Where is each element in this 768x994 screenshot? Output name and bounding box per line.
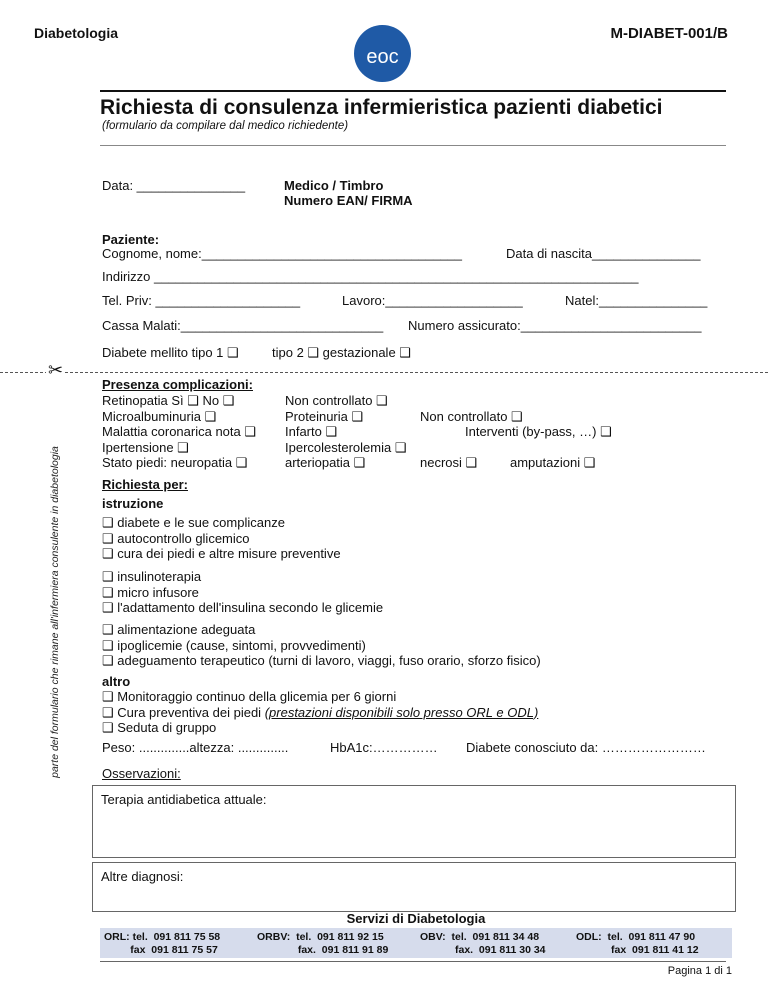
form-title: Richiesta di consulenza infermieristica pazienti diabetici bbox=[100, 96, 663, 119]
complication-interventions[interactable]: Interventi (by-pass, …) ❑ bbox=[465, 424, 612, 439]
patient-name-field[interactable]: Cognome, nome:____________________________________ bbox=[102, 246, 463, 261]
ean-signature-label: Numero EAN/ FIRMA bbox=[284, 193, 413, 208]
complication-hypertension[interactable]: Ipertensione ❑ bbox=[102, 439, 189, 455]
complication-coronary[interactable]: Malattia coronarica nota ❑ bbox=[102, 424, 257, 439]
insured-number-field[interactable]: Numero assicurato:_________________________ bbox=[408, 318, 702, 333]
form-subtitle: (formulario da compilare dal medico richiedente) bbox=[102, 120, 349, 132]
birth-date-field[interactable]: Data di nascita_______________ bbox=[506, 246, 701, 261]
complication-amputations[interactable]: amputazioni ❑ bbox=[510, 455, 596, 470]
complication-necrosis[interactable]: necrosi ❑ bbox=[420, 455, 478, 470]
complication-retinopathy[interactable]: Retinopatia Sì ❑ No ❑ bbox=[102, 393, 235, 408]
complications-heading: Presenza complicazioni: bbox=[102, 377, 253, 392]
request-hypoglycemia[interactable]: ❑ ipoglicemie (cause, sintomi, provvedimenti) bbox=[102, 637, 366, 653]
request-foot-care[interactable]: ❑ cura dei piedi e altre misure preventive bbox=[102, 546, 341, 561]
request-group-1 bbox=[102, 515, 341, 562]
current-therapy-box[interactable] bbox=[92, 785, 736, 858]
request-group-session[interactable]: ❑ Seduta di gruppo bbox=[102, 720, 217, 735]
request-diabetes-complications[interactable]: ❑ diabete e le sue complicanze bbox=[102, 515, 285, 530]
other-heading: altro bbox=[102, 674, 131, 689]
complication-uncontrolled-2[interactable]: Non controllato ❑ bbox=[420, 408, 523, 424]
request-glucose-monitoring[interactable]: ❑ Monitoraggio continuo della glicemia per 6 giorni bbox=[102, 689, 397, 704]
complications-col2 bbox=[285, 393, 406, 471]
page-number: Pagina 1 di 1 bbox=[667, 965, 732, 977]
eoc-logo: eoc bbox=[354, 25, 411, 82]
address-field[interactable]: Indirizzo ___________________________________________________________________ bbox=[102, 269, 639, 284]
request-micro-infuser[interactable]: ❑ micro infusore bbox=[102, 584, 199, 600]
title-bottom-rule bbox=[100, 145, 726, 146]
title-top-rule bbox=[100, 90, 726, 92]
complication-infarct[interactable]: Infarto ❑ bbox=[285, 424, 338, 439]
other-diagnoses-label: Altre diagnosi: bbox=[101, 869, 184, 884]
complication-uncontrolled-1[interactable]: Non controllato ❑ bbox=[285, 393, 388, 408]
scissors-icon: ✂ bbox=[48, 360, 64, 380]
work-phone-field[interactable]: Lavoro:___________________ bbox=[342, 293, 523, 308]
request-insulin-therapy[interactable]: ❑ insulinoterapia bbox=[102, 569, 202, 584]
mobile-field[interactable]: Natel:_______________ bbox=[565, 293, 708, 308]
current-therapy-label: Terapia antidiabetica attuale: bbox=[101, 792, 267, 807]
request-therapy-adjustment[interactable]: ❑ adeguamento terapeutico (turni di lavoro, viaggi, fuso orario, sforzo fisico) bbox=[102, 653, 541, 668]
complication-microalbuminuria[interactable]: Microalbuminuria ❑ bbox=[102, 408, 217, 424]
service-orl: ORL: tel. 091 811 75 58 fax 091 811 75 57 bbox=[104, 931, 221, 956]
request-insulin-adjustment[interactable]: ❑ l'adattamento dell'insulina secondo le glicemie bbox=[102, 600, 384, 615]
form-code: M-DIABET-001/B bbox=[610, 25, 728, 42]
patient-label: Paziente: bbox=[102, 232, 160, 247]
side-note: parte del formulario che rimane all'infermiera consulente in diabetologia bbox=[49, 446, 61, 778]
service-obv: OBV: tel. 091 811 34 48 fax. 091 811 30 34 bbox=[420, 931, 546, 956]
date-field[interactable]: Data: _______________ bbox=[102, 178, 246, 193]
complication-neuropathy[interactable]: Stato piedi: neuropatia ❑ bbox=[102, 455, 248, 470]
cut-line bbox=[0, 372, 768, 373]
doctor-stamp-label: Medico / Timbro bbox=[284, 178, 384, 193]
request-group-2 bbox=[102, 569, 383, 616]
service-odl: ODL: tel. 091 811 47 90 fax 091 811 41 12 bbox=[576, 931, 699, 956]
weight-height-field[interactable]: Peso: ..............altezza: .............. bbox=[102, 740, 289, 755]
complication-proteinuria[interactable]: Proteinuria ❑ bbox=[285, 408, 364, 424]
tel-priv-field[interactable]: Tel. Priv: ____________________ bbox=[102, 293, 301, 308]
services-title: Servizi di Diabetologia bbox=[346, 911, 486, 926]
request-nutrition[interactable]: ❑ alimentazione adeguata bbox=[102, 622, 256, 637]
request-preventive-foot-care[interactable] bbox=[102, 705, 538, 721]
diabetes-type2-gestational-checkbox[interactable]: tipo 2 ❑ gestazionale ❑ bbox=[272, 345, 411, 360]
diabetes-type1-checkbox[interactable]: Diabete mellito tipo 1 ❑ bbox=[102, 345, 239, 360]
hba1c-field[interactable]: HbA1c:…………… bbox=[330, 740, 438, 755]
diabetes-known-since-field[interactable]: Diabete conosciuto da: …………………… bbox=[466, 740, 706, 755]
footer-rule bbox=[100, 961, 726, 962]
complication-hypercholesterolemia[interactable]: Ipercolesterolemia ❑ bbox=[285, 439, 407, 455]
preventive-foot-care-note: (prestazioni disponibili solo presso ORL e ODL) bbox=[264, 704, 539, 720]
instruction-heading: istruzione bbox=[102, 496, 164, 511]
request-group-3 bbox=[102, 622, 541, 669]
health-insurance-field[interactable]: Cassa Malati:____________________________ bbox=[102, 318, 384, 333]
service-orbv: ORBV: tel. 091 811 92 15 fax. 091 811 91 89 bbox=[257, 931, 389, 956]
request-heading: Richiesta per: bbox=[102, 477, 188, 492]
request-self-monitoring[interactable]: ❑ autocontrollo glicemico bbox=[102, 530, 250, 546]
preventive-foot-care-label: ❑ Cura preventiva dei piedi bbox=[102, 704, 262, 720]
request-group-4 bbox=[102, 689, 538, 736]
complications-col1 bbox=[102, 393, 256, 471]
observations-heading: Osservazioni: bbox=[102, 766, 181, 781]
other-diagnoses-box[interactable] bbox=[92, 862, 736, 912]
complication-arteriopathy[interactable]: arteriopatia ❑ bbox=[285, 455, 366, 470]
department-label: Diabetologia bbox=[34, 25, 119, 41]
